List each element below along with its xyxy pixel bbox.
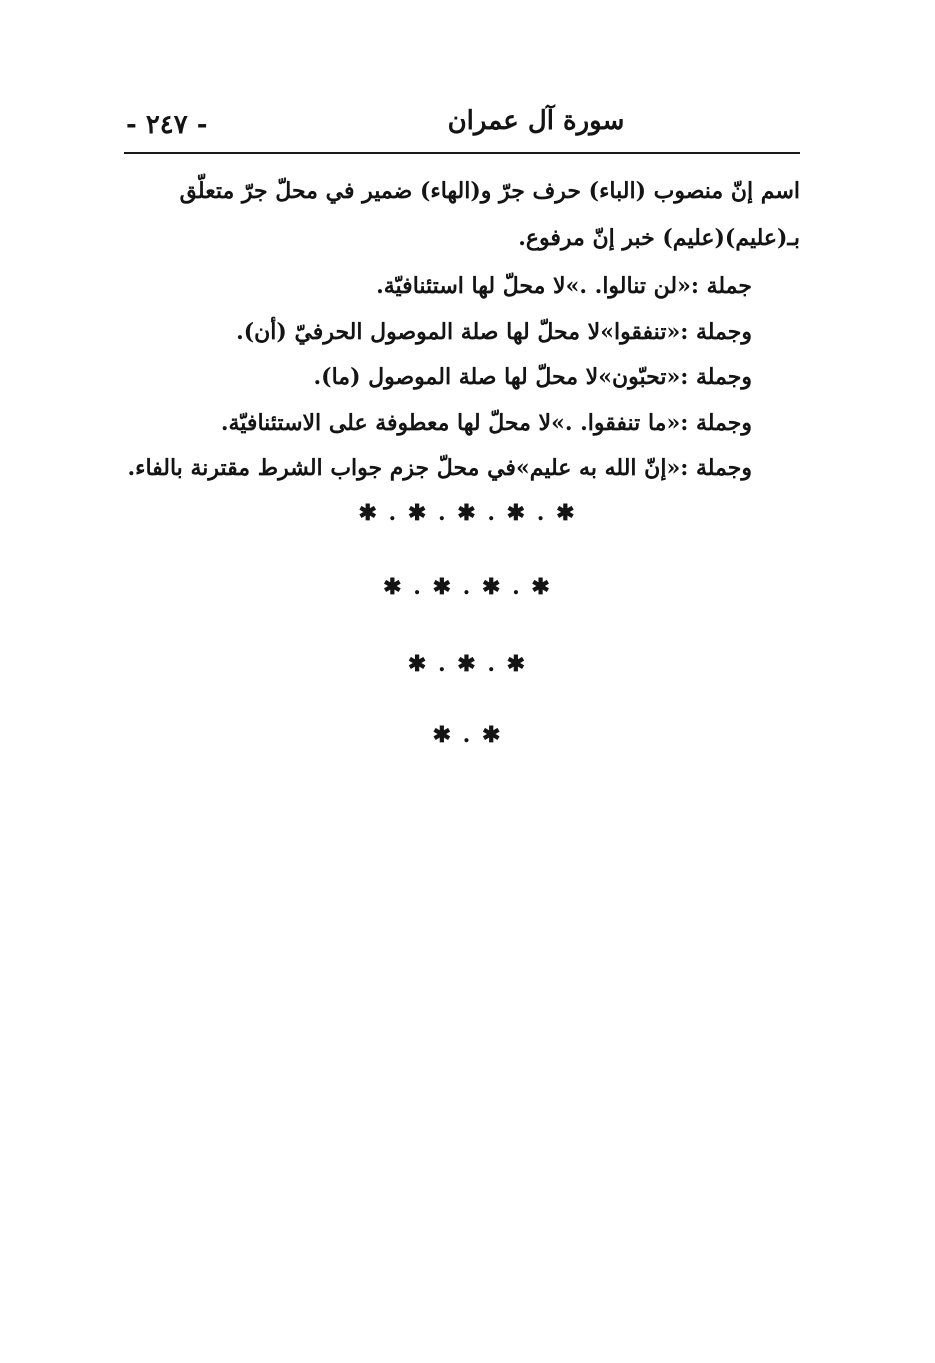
ornament-row-five: ✱ . ✱ . ✱ . ✱ . ✱ — [358, 500, 577, 526]
sentence-item: وجملة :«تحبّون»لا محلّ لها صلة الموصول (ما). — [313, 364, 752, 390]
sentence-item: وجملة :«تنفقوا»لا محلّ لها صلة الموصول الحرفيّ (أن). — [236, 318, 752, 345]
page-number: - ٢٤٧ - — [126, 110, 208, 140]
ornament-row-two: ✱ . ✱ — [432, 722, 503, 748]
sentence-analysis-list — [126, 264, 752, 492]
ornament-row-three: ✱ . ✱ . ✱ — [407, 651, 528, 677]
header-divider — [124, 152, 800, 154]
paragraph-line-2: بـ(عليم)(عليم) خبر إنّ مرفوع. — [518, 225, 800, 251]
page-header — [126, 104, 798, 148]
sentence-item: وجملة :«إنّ الله به عليم»في محلّ جزم جواب الشرط مقترنة بالفاء. — [127, 455, 752, 481]
sentence-item: جملة :«لن تنالوا. .»لا محلّ لها استئنافيّة. — [376, 273, 752, 299]
paragraph-line-1: اسم إنّ منصوب (الباء) حرف جرّ و(الهاء) ضمير في محلّ جرّ متعلّق — [179, 178, 800, 204]
sentence-item: وجملة :«ما تنفقوا. .»لا محلّ لها معطوفة على الاستئنافيّة. — [220, 409, 752, 436]
parsing-paragraph — [126, 168, 800, 262]
surah-title: سورة آل عمران — [447, 106, 625, 136]
ornament-row-four: ✱ . ✱ . ✱ . ✱ — [383, 574, 552, 600]
